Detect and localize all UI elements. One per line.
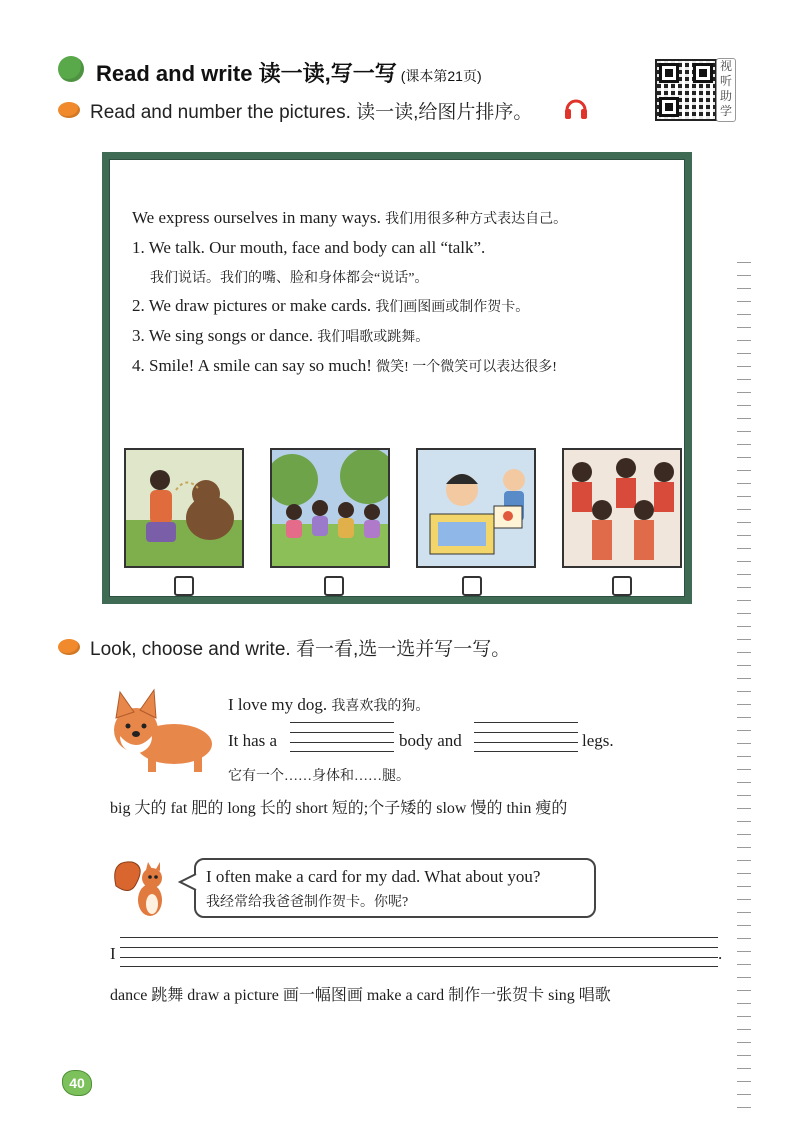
sentence-1-zh: 我们说话。我们的嘴、脸和身体都会“说话”。 [150, 271, 429, 286]
headphones-icon[interactable] [562, 94, 590, 122]
write-start-label: I [110, 944, 116, 963]
orange-bullet-icon [58, 639, 80, 655]
speech-bubble [194, 858, 596, 918]
dog-line-3-zh: 它有一个……身体和……腿。 [228, 769, 410, 784]
number-box-2[interactable] [324, 576, 344, 596]
qr-tag-label: 视听助学 [716, 58, 736, 122]
word-bank-adjectives: big 大的 fat 肥的 long 长的 short 短的;个子矮的 slow 慢的 thin 瘦的 [110, 800, 568, 817]
writing-lines[interactable] [120, 937, 718, 967]
blank-legs[interactable] [474, 722, 578, 752]
dog-line-1: I love my dog. 我喜欢我的狗。 [228, 695, 430, 714]
page-edge-ruler [737, 250, 751, 1110]
page-subtitle: (课本第21页) [400, 68, 482, 84]
dog-line-2-b: body and [399, 731, 462, 750]
dog-line-2-a: It has a [228, 731, 278, 750]
write-end-label: . [718, 944, 723, 963]
bubble-text-en: I often make a card for my dad. What about you? [206, 867, 541, 886]
section2-heading: Look, choose and write. 看一看,选一选并写一写。 [90, 639, 511, 660]
word-bank-activities: dance 跳舞 draw a picture 画一幅图画 make a card 制作一张贺卡 sing 唱歌 [110, 987, 611, 1004]
squirrel-image [110, 856, 172, 924]
sentence-2: 2. We draw pictures or make cards. 我们画图画或制作贺卡。 [132, 296, 530, 315]
page-title: Read and write 读一读,写一写 (课本第21页) [96, 61, 482, 86]
number-box-1[interactable] [174, 576, 194, 596]
sentence-4: 4. Smile! A smile can say so much! 微笑! 一个微笑可以表达很多! [132, 356, 557, 375]
section-bullet-icon [58, 56, 84, 82]
corgi-dog-image [104, 688, 216, 780]
reading-box [102, 152, 692, 604]
number-box-4[interactable] [612, 576, 632, 596]
bubble-tail [178, 872, 198, 892]
qr-code-icon[interactable] [655, 59, 717, 121]
page-number-badge: 40 [62, 1070, 92, 1096]
orange-bullet-icon [58, 102, 80, 118]
picture-children-in-park [270, 448, 390, 568]
dog-line-2-c: legs. [582, 731, 614, 750]
picture-talking-with-dog [124, 448, 244, 568]
blank-body[interactable] [290, 722, 394, 752]
picture-children-singing [562, 448, 682, 568]
sentence-1: 1. We talk. Our mouth, face and body can all “talk”. [132, 238, 486, 257]
bubble-text-zh: 我经常给我爸爸制作贺卡。你呢? [206, 895, 409, 910]
number-box-3[interactable] [462, 576, 482, 596]
sentence-3: 3. We sing songs or dance. 我们唱歌或跳舞。 [132, 326, 430, 345]
intro-line: We express ourselves in many ways. 我们用很多种方式表达自己。 [132, 208, 568, 227]
section1-heading: Read and number the pictures. 读一读,给图片排序。 [90, 102, 533, 123]
picture-boy-with-drawing [416, 448, 536, 568]
